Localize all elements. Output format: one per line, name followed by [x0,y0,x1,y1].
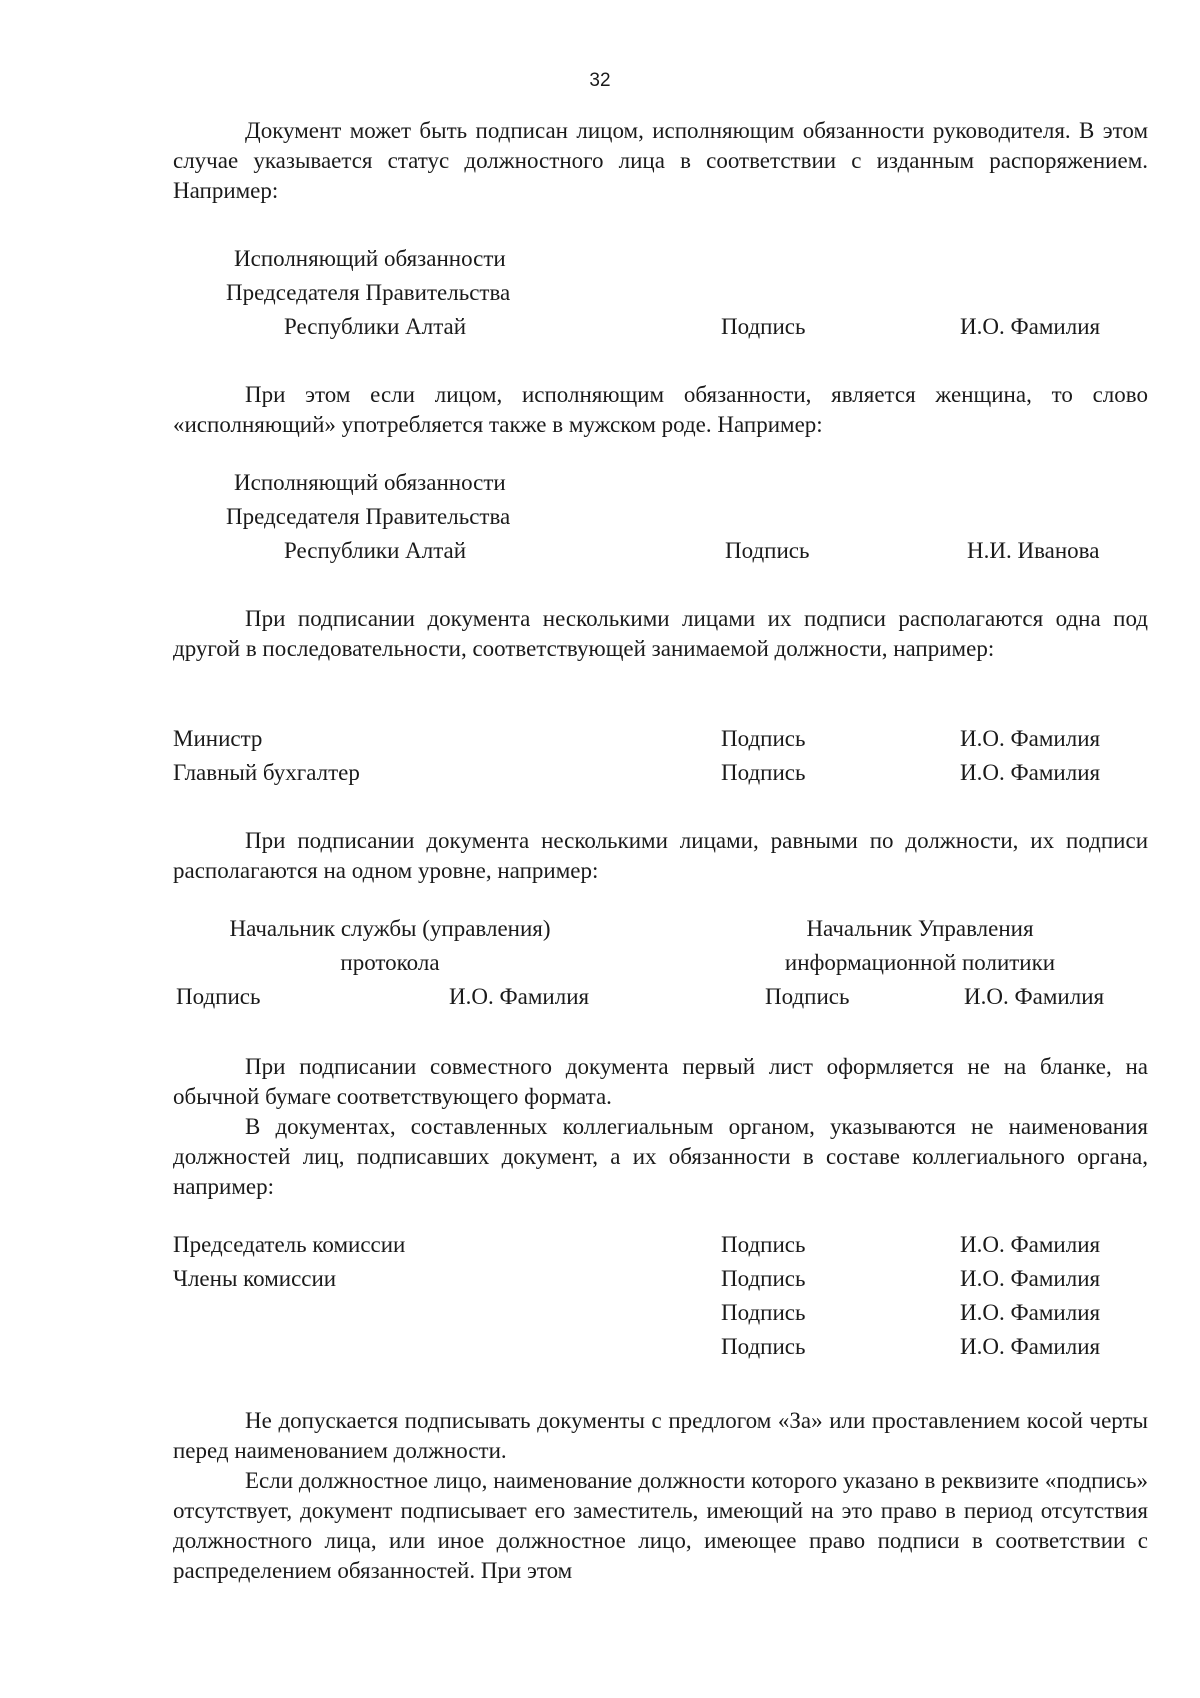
signer-position: Министр [173,726,263,751]
signature-placeholder: Подпись [721,760,806,785]
paragraph-no-za-prefix: Не допускается подписывать документы с предлогом «За» или проставлением косой черты перед наименованием должности. [173,1408,1148,1463]
signer-position: Члены комиссии [173,1266,337,1291]
signature-placeholder: Подпись [721,1300,806,1325]
paragraph-collegial-body: В документах, составленных коллегиальным органом, указываются не наименования должностей лиц, подписавших документ, а их обязанности в составе коллегиального органа, например: [173,1114,1148,1199]
paragraph-deputy-signs: Если должностное лицо, наименование должности которого указано в реквизите «подпись» отсутствует, документ подписывает его заместитель, имеющий на это право в период отсутствия должностного лица, или иное должностное лицо, имеющее право подписи в соответствии с распределением обязанностей. При этом [173,1468,1148,1583]
signer-name: Н.И. Иванова [967,538,1100,563]
page-number: 32 [589,70,611,91]
signature-placeholder: Подпись [721,1334,806,1359]
left-signer-title-line1: Начальник службы (управления) [229,916,551,941]
signature-block-title-line2: Председателя Правительства [226,280,511,305]
signer-name: И.О. Фамилия [960,726,1101,751]
signer-position: Председатель комиссии [173,1232,406,1257]
signer-name: И.О. Фамилия [960,1334,1101,1359]
signature-placeholder: Подпись [765,984,850,1009]
right-signer-title-line1: Начальник Управления [806,916,1034,941]
signer-name: И.О. Фамилия [960,1232,1101,1257]
signer-name: И.О. Фамилия [960,1300,1101,1325]
signature-placeholder: Подпись [725,538,810,563]
paragraph-joint-document: При подписании совместного документа первый лист оформляется не на бланке, на обычной бумаге соответствующего формата. [173,1054,1148,1109]
signer-name: И.О. Фамилия [960,760,1101,785]
signer-name: И.О. Фамилия [964,984,1105,1009]
signature-placeholder: Подпись [721,314,806,339]
left-signer-title-line2: протокола [340,950,440,975]
signer-name: И.О. Фамилия [960,1266,1101,1291]
signature-block-title-line3: Республики Алтай [284,314,467,339]
paragraph-acting-head: Документ может быть подписан лицом, исполняющим обязанности руководителя. В этом случае указывается статус должностного лица в соответствии с изданным распоряжением. Например: [173,118,1148,203]
paragraph-equal-signers: При подписании документа несколькими лицами, равными по должности, их подписи располагаются на одном уровне, например: [173,828,1148,883]
paragraph-female-acting: При этом если лицом, исполняющим обязанности, является женщина, то слово «исполняющий» употребляется также в мужском роде. Например: [173,382,1148,437]
paragraph-multiple-signers: При подписании документа несколькими лицами их подписи располагаются одна под другой в последовательности, соответствующей занимаемой должности, например: [173,606,1148,661]
signature-placeholder: Подпись [721,1232,806,1257]
signature-block-title-line1: Исполняющий обязанности [234,470,506,495]
signature-block-title-line3: Республики Алтай [284,538,467,563]
signature-placeholder: Подпись [721,726,806,751]
signature-placeholder: Подпись [176,984,261,1009]
signature-placeholder: Подпись [721,1266,806,1291]
signature-block-title-line1: Исполняющий обязанности [234,246,506,271]
signer-position: Главный бухгалтер [173,760,360,785]
right-signer-title-line2: информационной политики [784,950,1056,975]
signature-block-title-line2: Председателя Правительства [226,504,511,529]
signer-name: И.О. Фамилия [960,314,1101,339]
signer-name: И.О. Фамилия [449,984,590,1009]
